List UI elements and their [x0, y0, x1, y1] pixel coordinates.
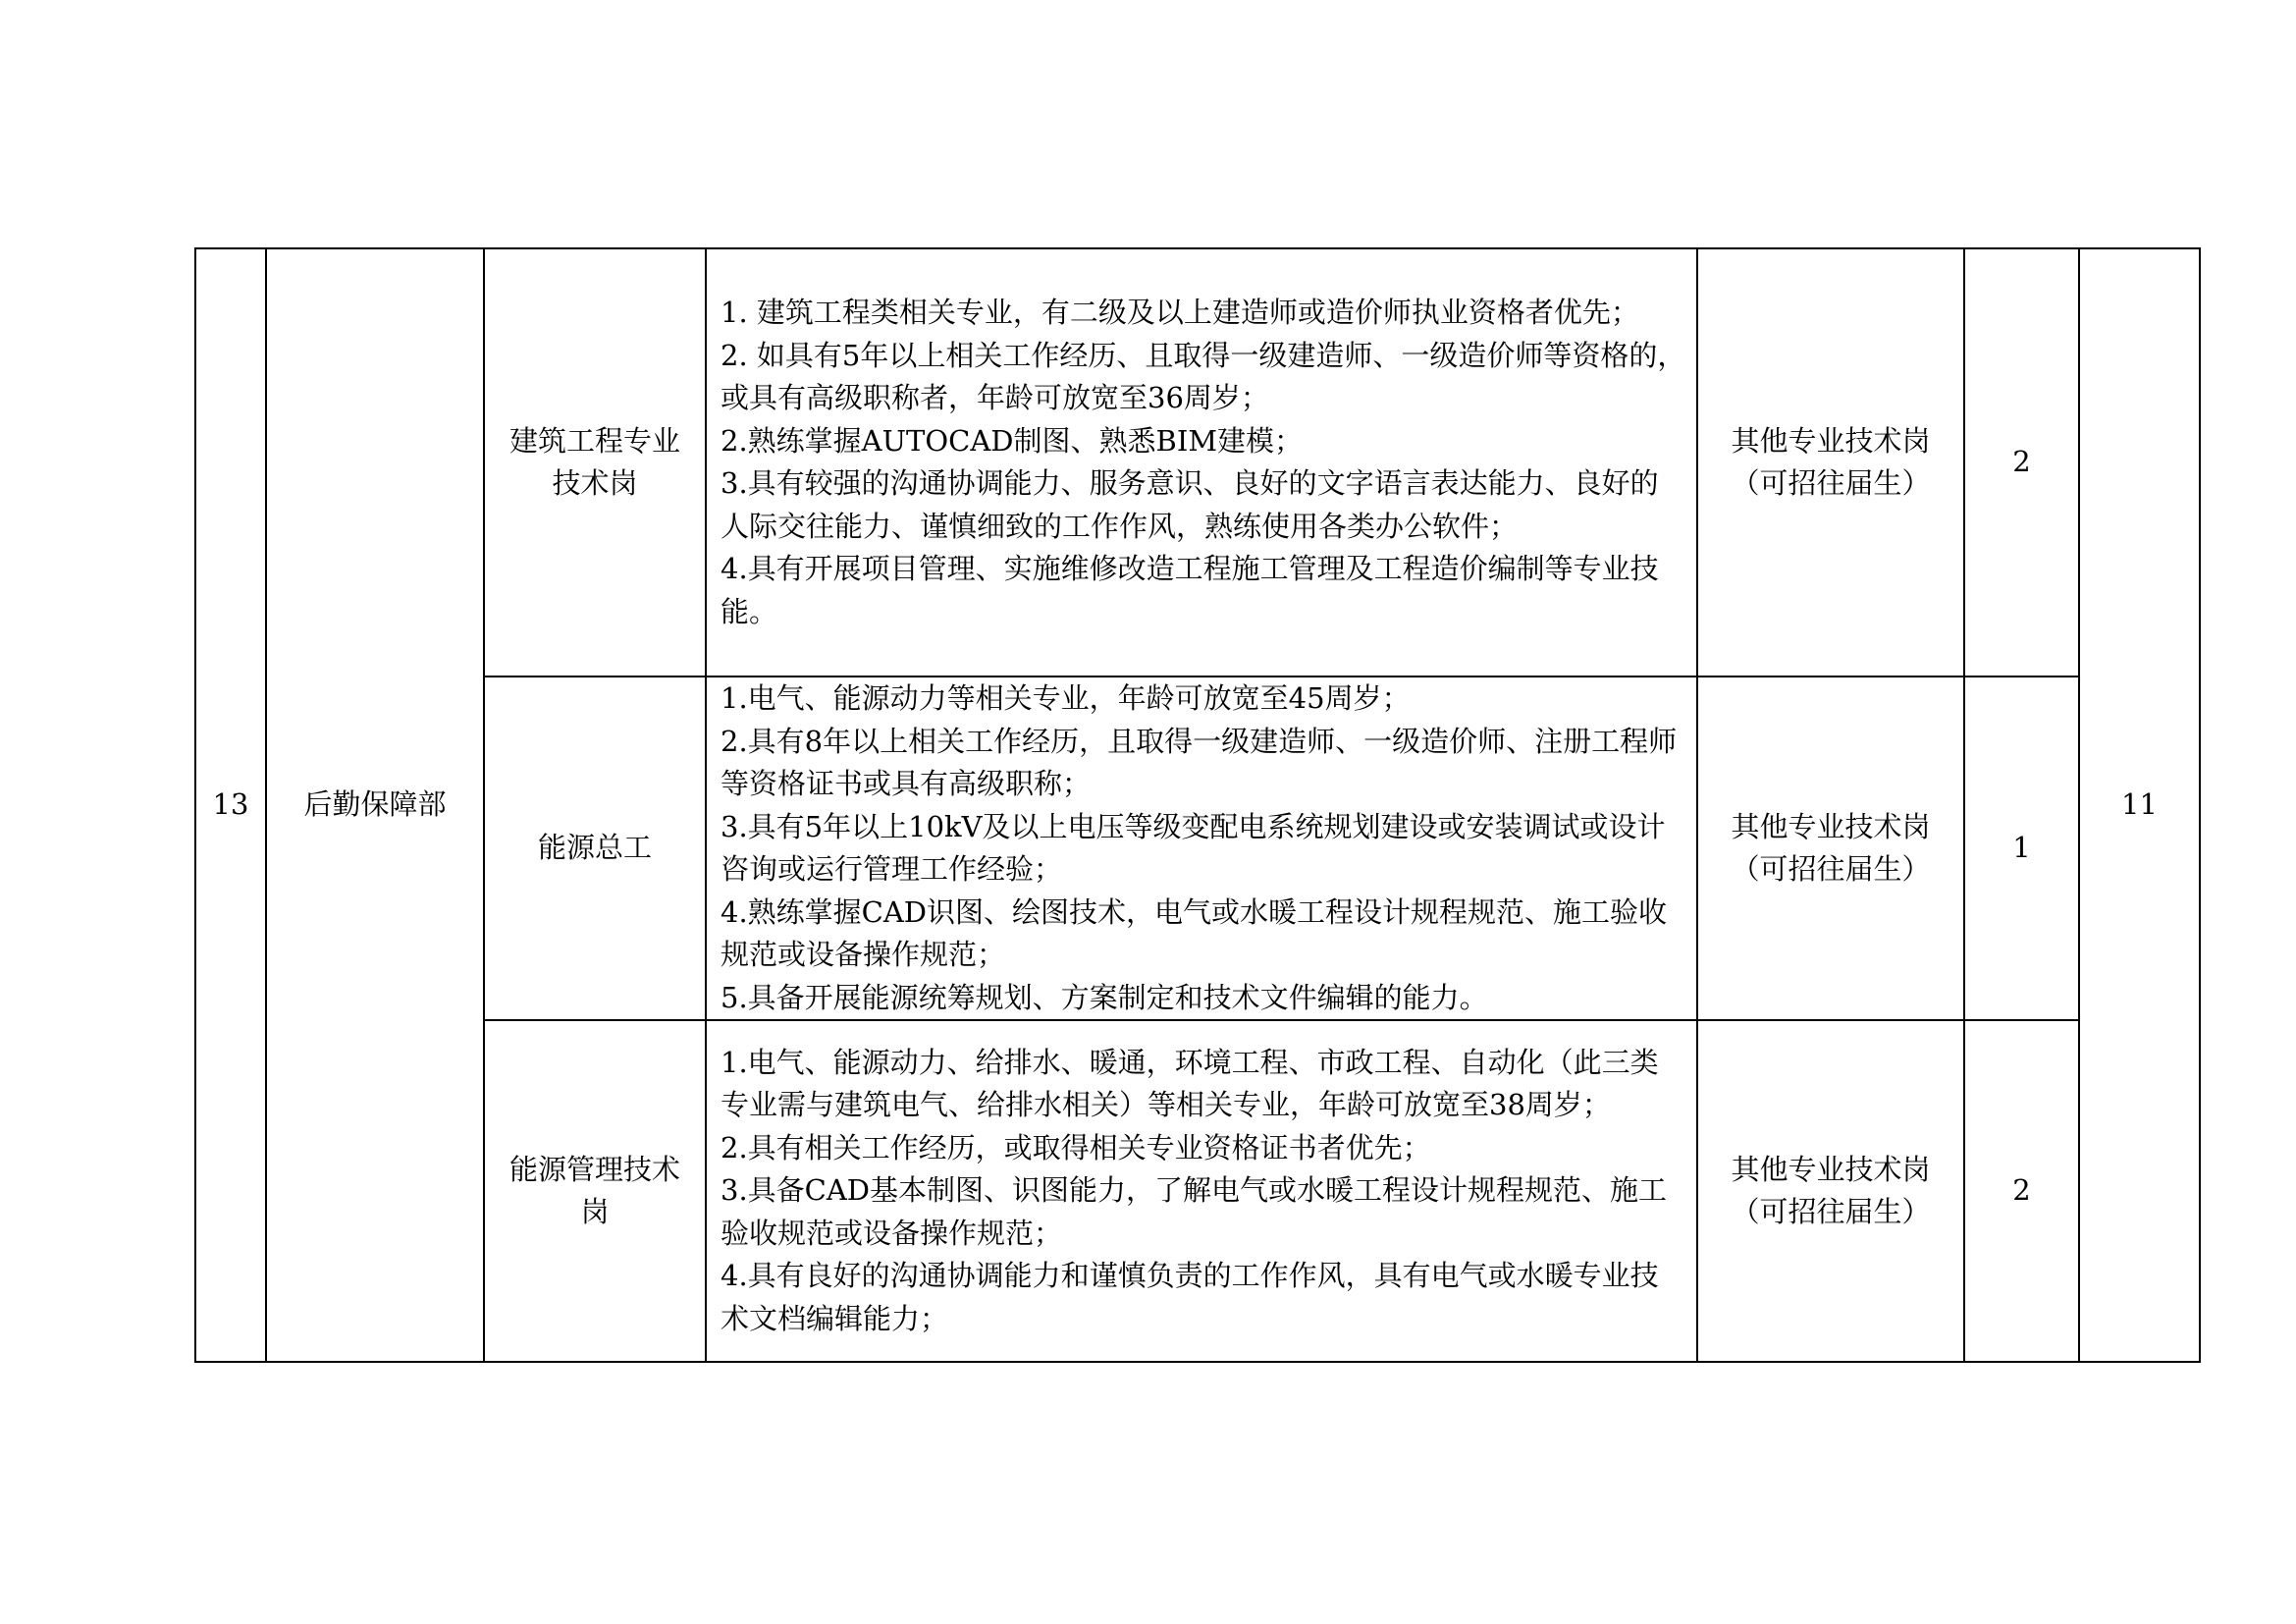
department-cell	[266, 248, 484, 1362]
total-count: 11	[2121, 787, 2158, 822]
position-cell	[484, 248, 706, 677]
requirements-cell	[706, 677, 1697, 1020]
category-cell	[1697, 1020, 1964, 1362]
requirement-item: 3.具备CAD基本制图、识图能力，了解电气或水暖工程设计规程规范、施工验收规范或设备操作规范；	[721, 1173, 1668, 1250]
requirements-cell	[706, 248, 1697, 677]
requirement-item: 3.具有较强的沟通协调能力、服务意识、良好的文字语言表达能力、良好的人际交往能力、谨慎细致的工作作风，熟练使用各类办公软件；	[721, 466, 1659, 543]
requirement-item: 2.具有相关工作经历，或取得相关专业资格证书者优先；	[721, 1130, 1431, 1164]
count-cell	[1964, 248, 2079, 677]
row-number: 13	[212, 787, 249, 822]
requirement-item: 1. 建筑工程类相关专业，有二级及以上建造师或造价师执业资格者优先；	[721, 296, 1639, 329]
count-cell	[1964, 1020, 2079, 1362]
position-category: 其他专业技术岗（可招往届生）	[1731, 1152, 1931, 1228]
requirement-item: 3.具有5年以上10kV及以上电压等级变配电系统规划建设或安装调试或设计咨询或运行管理工作经验；	[721, 809, 1666, 886]
requirement-item: 5.具备开展能源统筹规划、方案制定和技术文件编辑的能力。	[721, 980, 1488, 1014]
requirement-item: 4.具有开展项目管理、实施维修改造工程施工管理及工程造价编制等专业技能。	[721, 552, 1659, 628]
table-row	[195, 248, 2200, 677]
position-count: 1	[2012, 831, 2031, 865]
position-name: 能源管理技术岗	[508, 1152, 680, 1228]
total-cell	[2079, 248, 2200, 1362]
position-name: 建筑工程专业技术岗	[508, 423, 680, 500]
position-cell	[484, 677, 706, 1020]
position-count: 2	[2012, 1173, 2031, 1208]
department-name: 后勤保障部	[303, 787, 447, 822]
requirement-item: 1.电气、能源动力等相关专业，年龄可放宽至45周岁；	[721, 681, 1411, 715]
category-cell	[1697, 248, 1964, 677]
category-cell	[1697, 677, 1964, 1020]
position-category: 其他专业技术岗（可招往届生）	[1731, 809, 1931, 886]
position-count: 2	[2012, 445, 2031, 479]
requirement-item: 2. 如具有5年以上相关工作经历、且取得一级建造师、一级造价师等资格的，或具有高级职称者，年龄可放宽至36周岁；	[721, 338, 1686, 414]
requirement-item: 2.熟练掌握AUTOCAD制图、熟悉BIM建模；	[721, 423, 1304, 458]
position-category: 其他专业技术岗（可招往届生）	[1731, 423, 1931, 500]
position-cell	[484, 1020, 706, 1362]
row-number-cell	[195, 248, 266, 1362]
table-row	[195, 1020, 2200, 1362]
requirement-item: 4.熟练掌握CAD识图、绘图技术，电气或水暖工程设计规程规范、施工验收规范或设备操作规范；	[721, 894, 1668, 971]
requirements-cell	[706, 1020, 1697, 1362]
requirement-item: 2.具有8年以上相关工作经历，且取得一级建造师、一级造价师、注册工程师等资格证书或具有高级职称；	[721, 724, 1678, 800]
table-row	[195, 677, 2200, 1020]
count-cell	[1964, 677, 2079, 1020]
requirement-item: 1.电气、能源动力、给排水、暖通，环境工程、市政工程、自动化（此三类专业需与建筑电气、给排水相关）等相关专业，年龄可放宽至38周岁；	[721, 1045, 1659, 1122]
recruitment-table	[194, 247, 2201, 1363]
position-name: 能源总工	[537, 831, 652, 865]
requirement-item: 4.具有良好的沟通协调能力和谨慎负责的工作作风，具有电气或水暖专业技术文档编辑能力；	[721, 1259, 1659, 1335]
